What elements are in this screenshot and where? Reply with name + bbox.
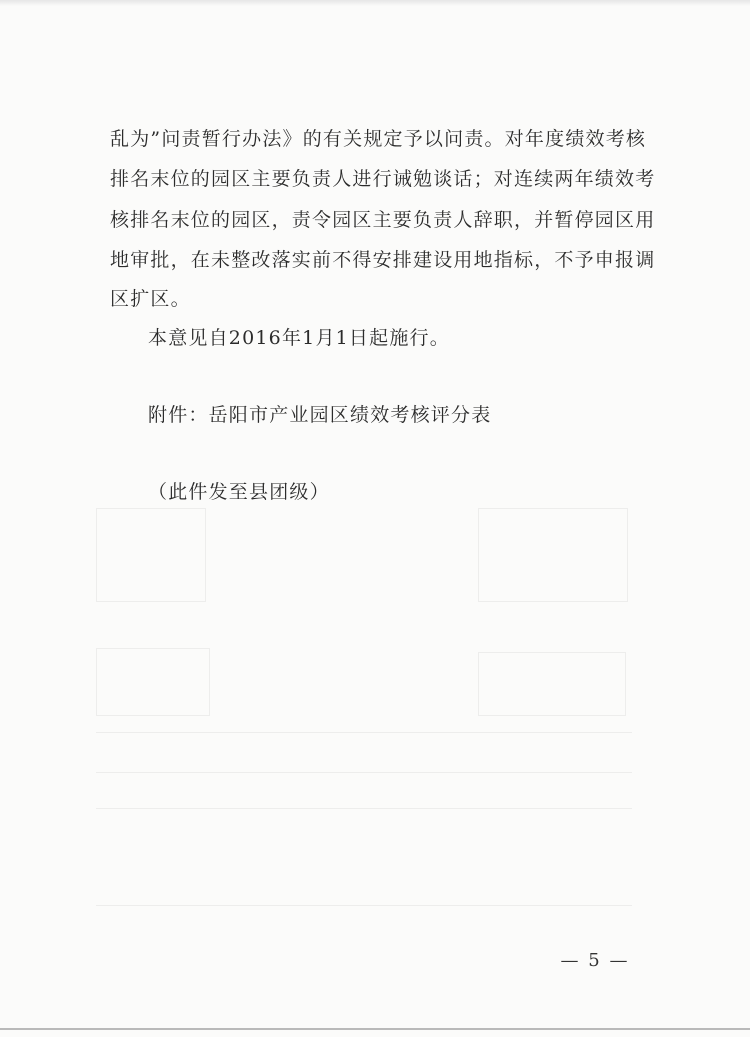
- scan-bottom-edge: [0, 1028, 750, 1030]
- bleed-through-line: [96, 772, 632, 773]
- bleed-through-line: [96, 905, 632, 906]
- paragraph-line-2: 排名末位的园区主要负责人进行诫勉谈话；对连续两年绩效考: [110, 168, 656, 190]
- paragraph-line-5: 区扩区。: [110, 288, 191, 310]
- bleed-through-box: [478, 652, 626, 716]
- effective-date-line: 本意见自2016年1月1日起施行。: [148, 327, 450, 349]
- bleed-through-box: [478, 508, 628, 602]
- bleed-through-box: [96, 648, 210, 716]
- paragraph-line-1: 乱为”问责暂行办法》的有关规定予以问责。对年度绩效考核: [110, 128, 647, 150]
- distribution-note: （此件发至县团级）: [148, 481, 330, 503]
- attachment-line: 附件：岳阳市产业园区绩效考核评分表: [148, 404, 492, 426]
- bleed-through-line: [96, 732, 632, 733]
- scan-top-edge: [0, 0, 750, 6]
- bleed-through-box: [96, 508, 206, 602]
- paragraph-line-4: 地审批，在未整改落实前不得安排建设用地指标，不予申报调: [110, 249, 656, 271]
- page-number: — 5 —: [560, 950, 630, 971]
- bleed-through-line: [96, 808, 632, 809]
- paragraph-line-3: 核排名末位的园区，责令园区主要负责人辞职，并暂停园区用: [110, 209, 656, 231]
